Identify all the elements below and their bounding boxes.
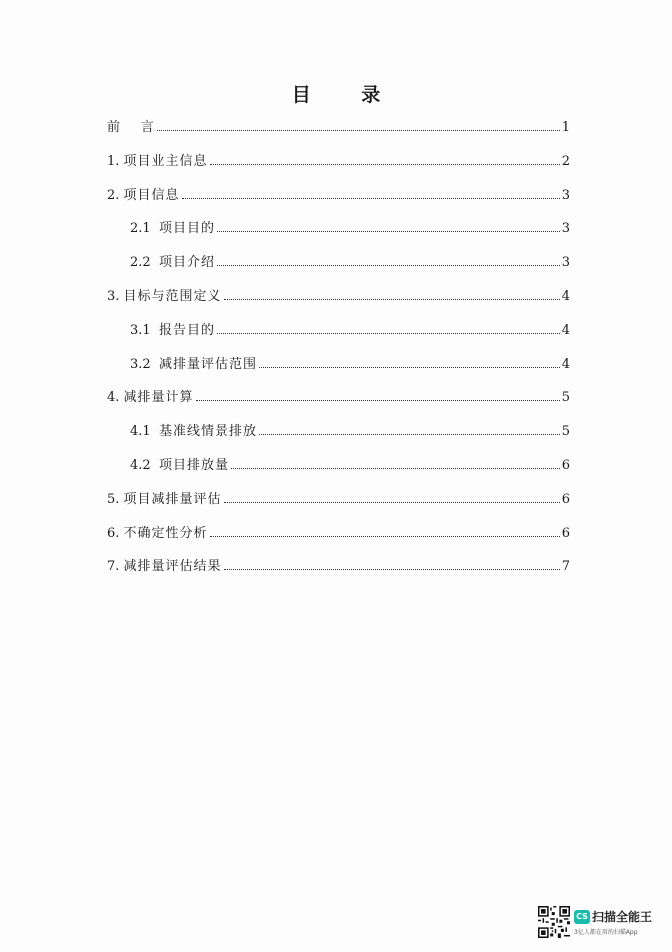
toc-entry-number: 2.2 [130,255,151,271]
toc-dot-leader [217,264,560,266]
toc-entry-gap [151,253,159,273]
toc-entry-label: 基准线情景排放 [158,424,257,440]
toc-entry-label: 项目信息 [123,187,180,203]
toc-entry-label: 项目目的 [158,221,215,237]
toc-entry [107,152,570,186]
toc-entry-number: 4. [107,390,120,406]
page-title: 目 录 [291,84,403,106]
toc-dot-leader [231,467,560,469]
toc-entry [107,355,570,389]
toc-page-number: 1 [561,120,570,135]
toc-dot-leader [224,298,560,300]
toc-entry-label: 报告目的 [158,322,215,338]
camscanner-logo-icon: CS [574,910,590,924]
toc-page-number: 3 [561,221,570,237]
toc-entry-gap [151,456,159,476]
toc-entry-label: 减排量计算 [123,390,194,406]
scanner-watermark [538,904,668,940]
toc-entry-number: 3. [107,288,120,304]
toc-page-number: 4 [561,356,570,372]
toc-entry-label: 项目业主信息 [123,153,208,169]
toc-page-number: 6 [561,491,570,507]
toc-page-number: 4 [561,288,570,304]
toc-page-number: 7 [561,559,570,575]
toc-entry-label: 减排量评估结果 [123,559,222,575]
toc-page-number: 5 [561,424,570,440]
toc-dot-leader [196,399,560,401]
toc-entry [107,118,570,152]
toc-entry-number: 3.2 [130,356,151,372]
toc-entry-number: 6. [107,525,120,541]
toc-dot-leader [210,535,560,537]
toc-entry-number: 4.1 [130,424,151,440]
toc-entry-number: 1. [107,153,120,169]
toc-entry [107,557,570,591]
toc-page-number: 3 [561,187,570,203]
toc-page-number: 6 [561,457,570,473]
toc-entry [107,321,570,355]
toc-dot-leader [224,568,560,570]
toc-entry-number: 前 [107,120,121,135]
toc-entry [107,253,570,287]
table-of-contents [107,118,570,591]
toc-entry-label: 项目减排量评估 [123,491,222,507]
toc-entry-gap [151,355,159,375]
toc-page-number: 2 [561,153,570,169]
toc-entry-label: 项目排放量 [158,457,229,473]
toc-entry-gap [151,422,159,442]
toc-dot-leader [157,129,560,131]
brand-tagline: 3亿人都在用的扫描App [574,929,638,936]
brand-name: 扫描全能王 [592,910,653,924]
toc-entry-label: 不确定性分析 [123,525,208,541]
toc-dot-leader [259,433,560,435]
toc-entry [107,524,570,558]
toc-entry-number: 3.1 [130,322,151,338]
toc-entry [107,287,570,321]
toc-entry-label: 目标与范围定义 [123,288,222,304]
toc-page-number: 6 [561,525,570,541]
toc-entry-gap [120,118,141,138]
qr-code-icon [538,906,570,938]
toc-entry [107,388,570,422]
toc-entry-gap [151,219,159,239]
toc-entry-number: 2.1 [130,221,151,237]
toc-entry-number: 2. [107,187,120,203]
toc-entry-number: 7. [107,559,120,575]
toc-entry [107,186,570,220]
toc-entry-label: 减排量评估范围 [158,356,257,372]
scanner-brand [574,908,652,936]
toc-dot-leader [217,230,560,232]
toc-entry [107,490,570,524]
toc-page-number: 4 [561,322,570,338]
toc-page-number: 5 [561,390,570,406]
toc-dot-leader [182,197,560,199]
toc-entry-gap [151,321,159,341]
toc-entry [107,422,570,456]
toc-entry [107,219,570,253]
toc-dot-leader [210,163,560,165]
toc-dot-leader [259,366,560,368]
toc-dot-leader [224,501,560,503]
toc-page-number: 3 [561,255,570,271]
toc-entry-number: 4.2 [130,457,151,473]
toc-dot-leader [217,332,560,334]
toc-entry-label: 言 [140,120,155,135]
toc-entry-number: 5. [107,491,120,507]
toc-entry [107,456,570,490]
toc-entry-label: 项目介绍 [158,255,215,271]
